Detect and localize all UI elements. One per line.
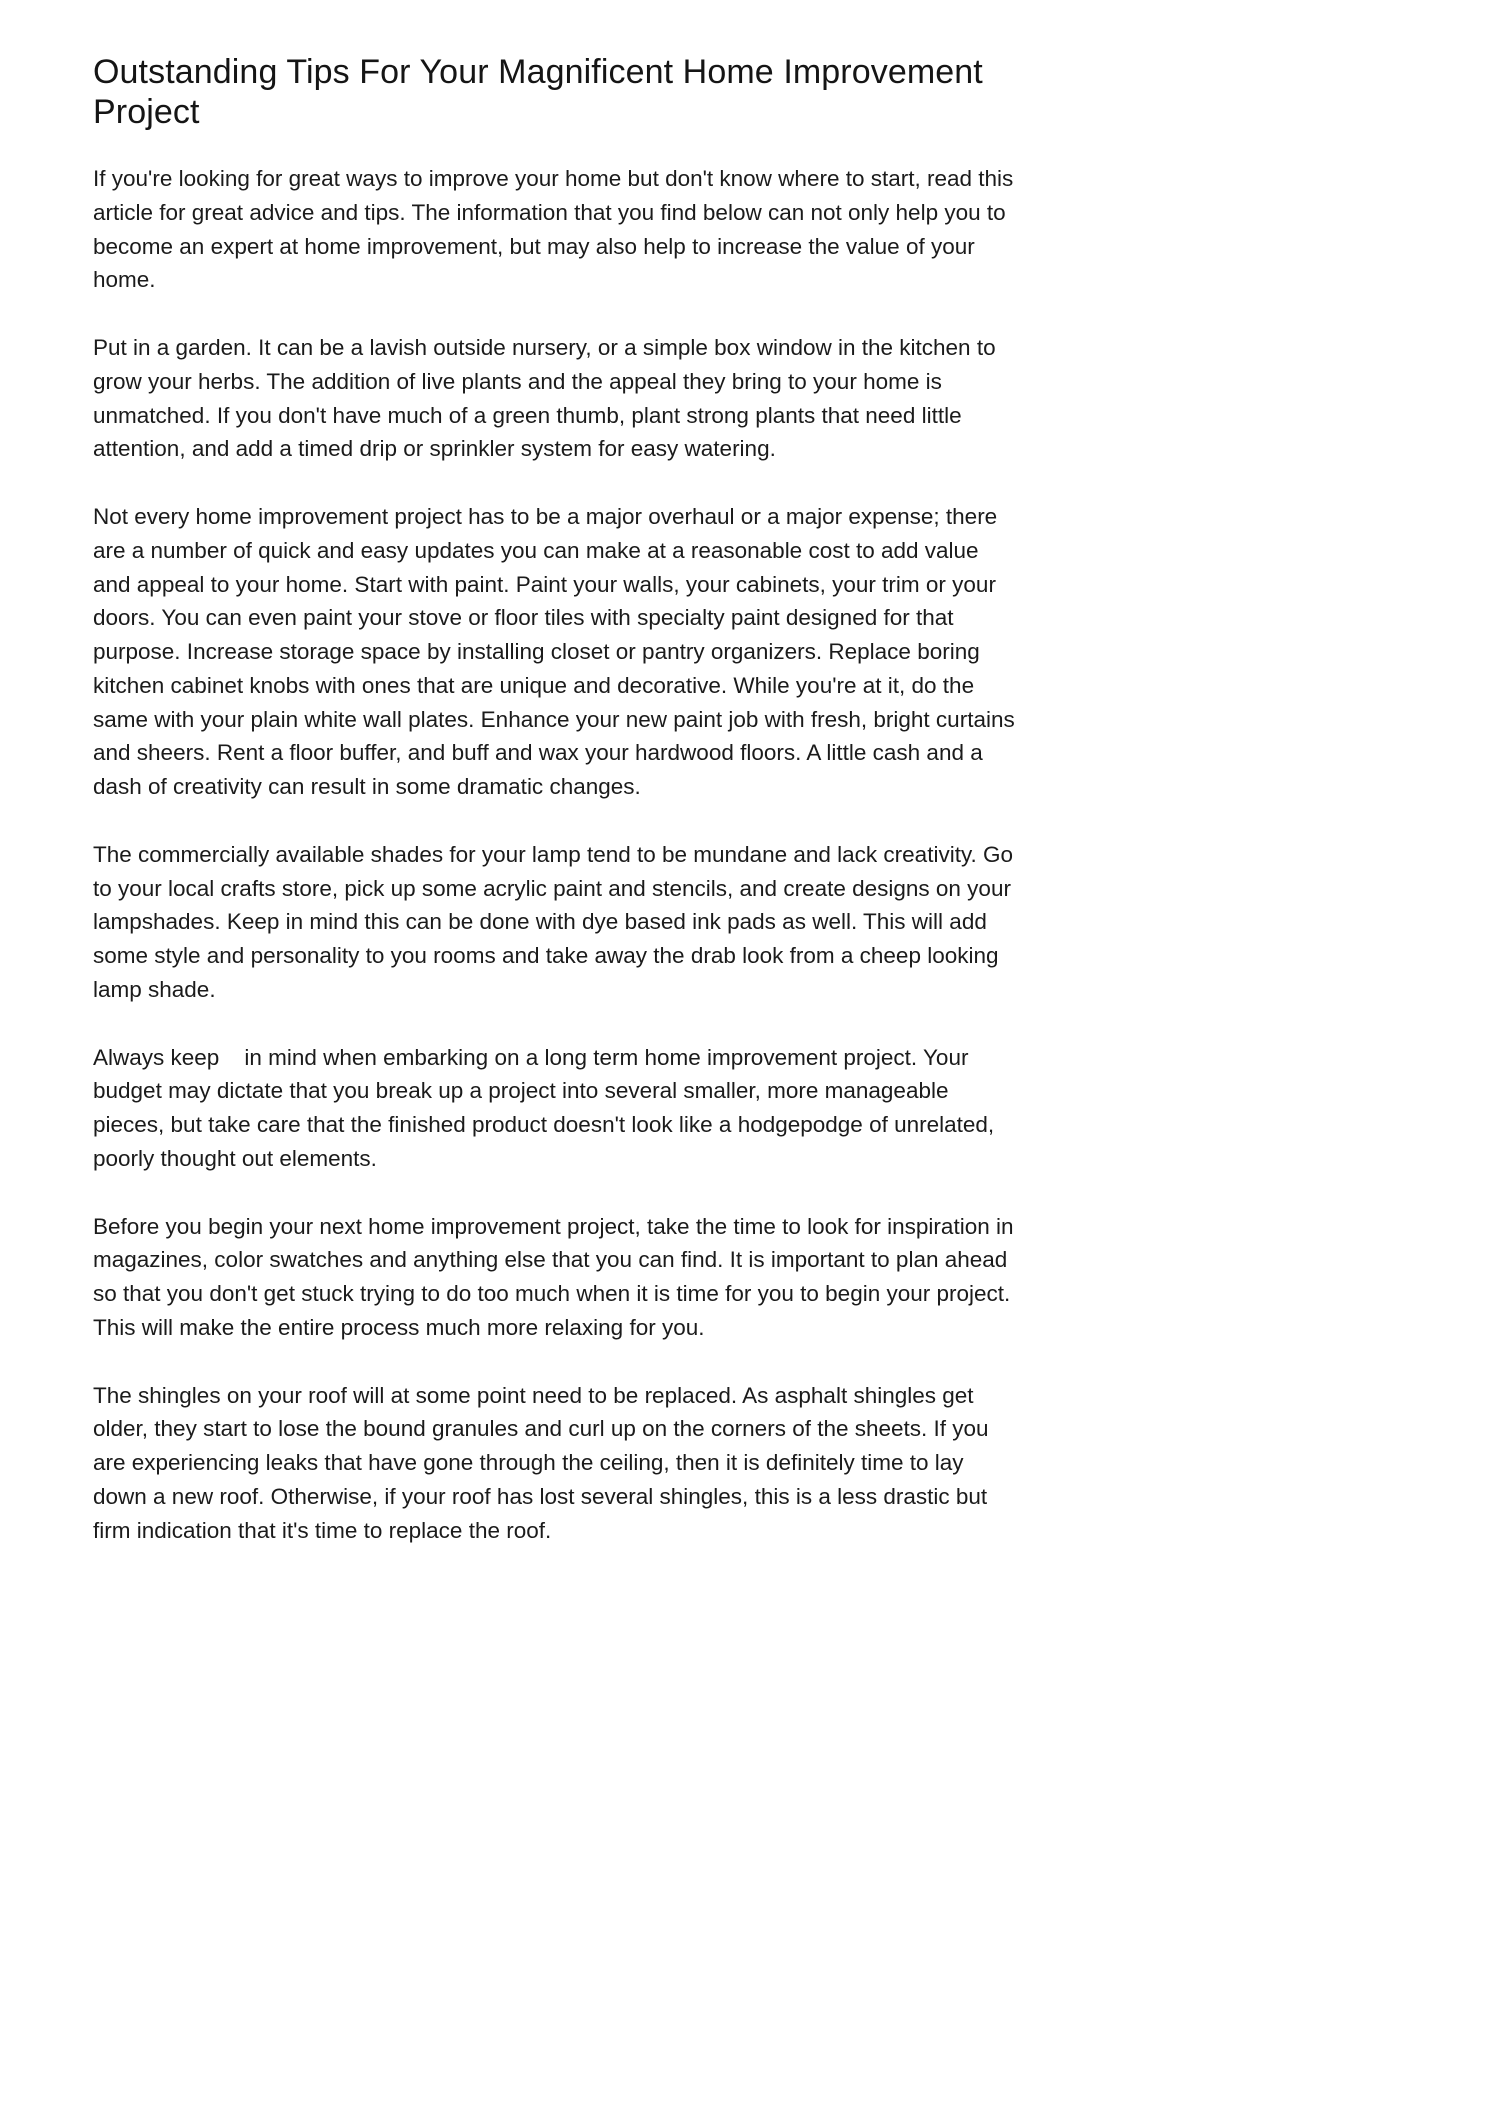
paragraph-inspiration: Before you begin your next home improvement project, take the time to look for inspiration in magazines, color swatches and anything else that you can find. It is important to plan ahead so that you don't get stuck trying to do too much when it is time for you to begin your project. This will make the entire process much more relaxing for you. xyxy=(93,1213,1020,1340)
paragraph-lamp-shades: The commercially available shades for your lamp tend to be mundane and lack creativity. Go to your local crafts store, pick up some acrylic paint and stencils, and create designs on your lampshades. Keep in mind this can be done with dye based ink pads as well. This will add some style and personality to you rooms and take away the drab look from a cheep looking lamp shade. xyxy=(93,841,1020,1002)
paragraph-garden: Put in a garden. It can be a lavish outside nursery, or a simple box window in the kitchen to grow your herbs. The addition of live plants and the appeal they bring to your home is unmatched. If you don't have much of a green thumb, plant strong plants that need little attention, and add a timed drip or sprinkler system for easy watering. xyxy=(93,335,1002,462)
article-body xyxy=(93,52,1021,1547)
paragraph-long-term-project: Always keep in mind when embarking on a long term home improvement project. Your budget may dictate that you break up a project into several smaller, more manageable pieces, but take care that the finished product doesn't look like a hodgepodge of unrelated, poorly thought out elements. xyxy=(93,1044,1001,1171)
paragraph-roof-shingles: The shingles on your roof will at some point need to be replaced. As asphalt shingles get older, they start to lose the bound granules and curl up on the corners of the sheets. If you are experiencing leaks that have gone through the ceiling, then it is definitely time to lay down a new roof. Otherwise, if your roof has lost several shingles, this is a less drastic but firm indication that it's time to replace the roof. xyxy=(93,1382,995,1543)
paragraph-quick-updates: Not every home improvement project has to be a major overhaul or a major expense; there are a number of quick and easy updates you can make at a reasonable cost to add value and appeal to your home. Start with paint. Paint your walls, your cabinets, your trim or your doors. You can even paint your stove or floor tiles with specialty paint designed for that purpose. Increase storage space by installing closet or pantry organizers. Replace boring kitchen cabinet knobs with ones that are unique and decorative. While you're at it, do the same with your plain white wall plates. Enhance your new paint job with fresh, bright curtains and sheers. Rent a floor buffer, and buff and wax your hardwood floors. A little cash and a dash of creativity can result in some dramatic changes. xyxy=(93,504,1021,800)
paragraph-intro: If you're looking for great ways to improve your home but don't know where to start, read this article for great advice and tips. The information that you find below can not only help you to become an expert at home improvement, but may also help to increase the value of your home. xyxy=(93,166,1020,293)
page-title: Outstanding Tips For Your Magnificent Home Improvement Project xyxy=(93,53,983,132)
